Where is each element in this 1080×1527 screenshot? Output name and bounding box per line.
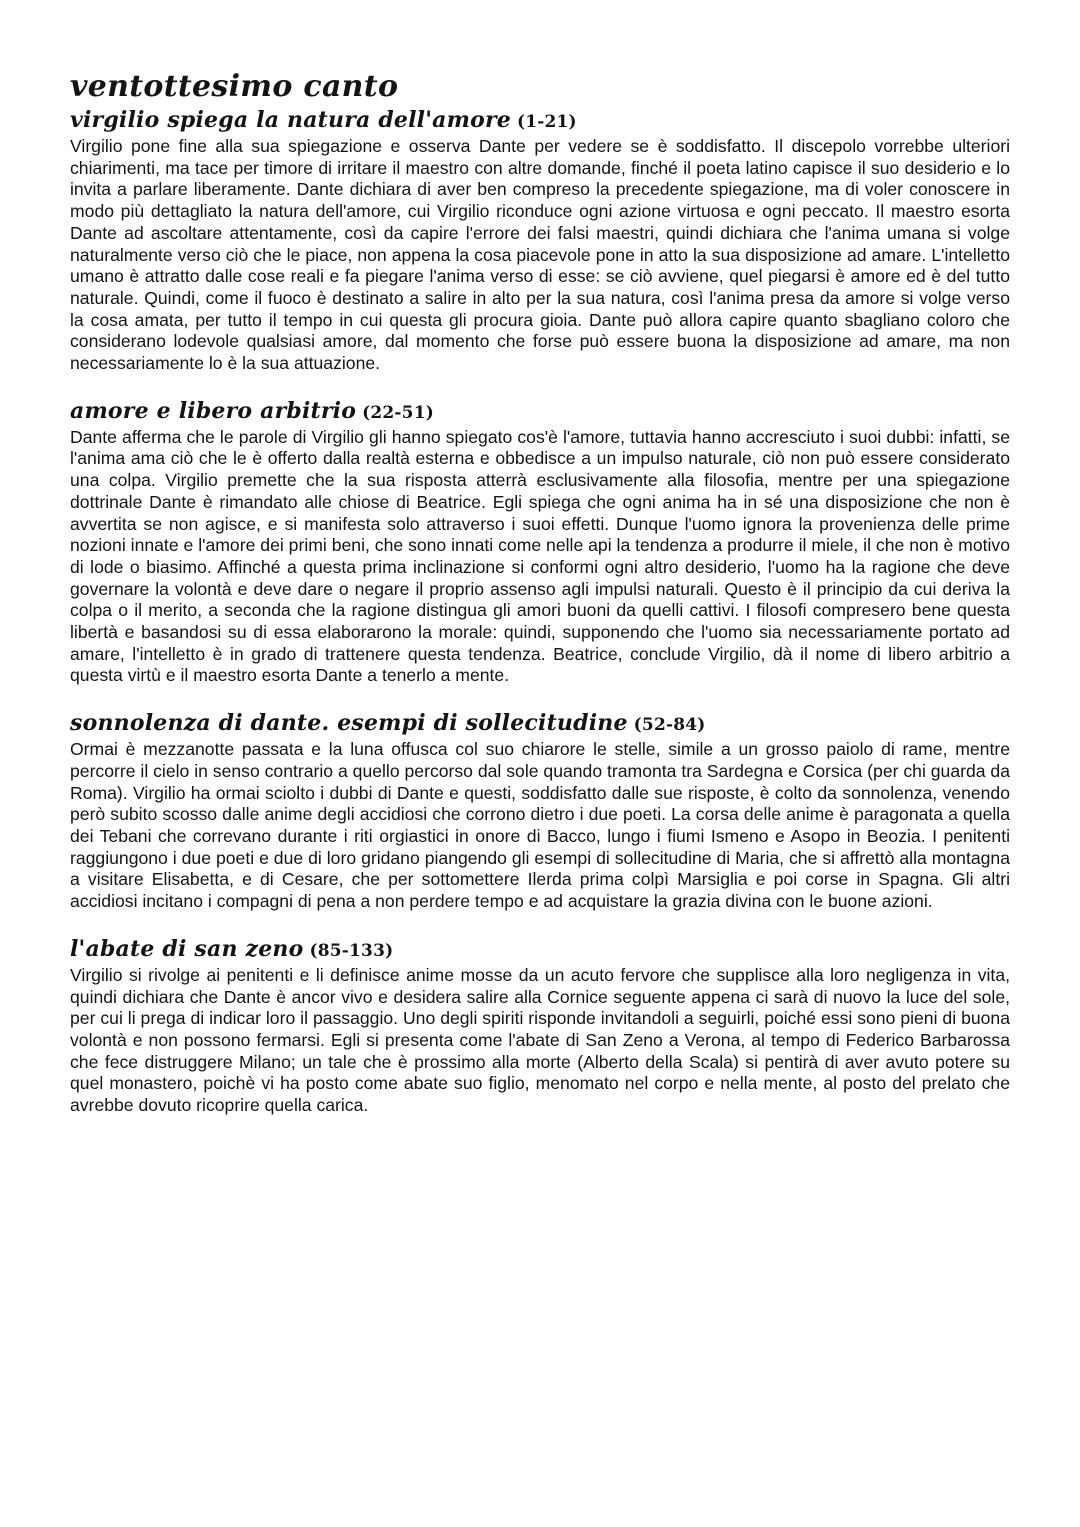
section-body: Dante afferma che le parole di Virgilio gli hanno spiegato cos'è l'amore, tuttavia hanno accresciuto i suoi dubbi: infatti, se l'anima ama ciò che le è offerto dalla realtà esterna e obbedisce a un impulso naturale, ciò non può essere considerato una colpa. Virgilio premette che la sua risposta atterrà esclusivamente alla filosofia, mentre per una spiegazione dottrinale Dante è rimandato alle chiose di Beatrice. Egli spiega che ogni anima ha in sé una disposizione che non è avvertita se non agisce, e si manifesta solo attraverso i suoi effetti. Dunque l'uomo ignora la provenienza delle prime nozioni innate e l'amore dei primi beni, che sono innati come nelle api la tendenza a produrre il miele, il che non è motivo di lode o biasimo. Affinché a questa prima inclinazione si conformi ogni altro desiderio, l'uomo ha la ragione che deve governare la volontà e deve dare o negare il proprio assenso agli impulsi naturali. Questo è il principio da cui deriva la colpa o il merito, a seconda che la ragione distingua gli amori buoni da quelli cattivi. I filosofi compresero bene questa libertà e basandosi su di essa elaborarono la morale: quindi, supponendo che l'uomo sia necessariamente portato ad amare, l'intelletto è in grado di trattenere questa tendenza. Beatrice, conclude Virgilio, dà il nome di libero arbitrio a questa virtù e il maestro esorta Dante a tenerlo a mente.	[70, 426, 1010, 686]
section-amore-libero-arbitrio	[70, 397, 1010, 687]
section-virgilio-spiega	[70, 106, 1010, 375]
section-spacer	[70, 687, 1010, 709]
section-heading	[70, 935, 1010, 965]
section-heading-text: amore e libero arbitrio	[70, 397, 357, 424]
section-body: Virgilio si rivolge ai penitenti e li definisce anime mosse da un acuto fervore che supplisce alla loro negligenza in vita, quindi dichiara che Dante è ancor vivo e desidera salire alla Cornice seguente appena ci sarà di nuovo la luce del sole, per cui li prega di indicar loro il passaggio. Uno degli spiriti risponde invitandoli a seguirli, poiché essi sono pieni di buona volontà e non possono fermarsi. Egli si presenta come l'abate di San Zeno a Verona, al tempo di Federico Barbarossa che fece distruggere Milano; un tale che è prossimo alla morte (Alberto della Scala) si pentirà di aver avuto potere su quel monastero, poichè vi ha posto come abate suo figlio, menomato nel corpo e nella mente, al posto del prelato che avrebbe dovuto ricoprire quella carica.	[70, 964, 1010, 1116]
document-page	[70, 70, 1010, 1117]
section-spacer	[70, 375, 1010, 397]
document-title: ventottesimo canto	[70, 69, 399, 104]
section-heading-text: virgilio spiega la natura dell'amore	[70, 107, 511, 133]
section-heading-text: l'abate di san zeno	[70, 935, 304, 962]
section-body: Ormai è mezzanotte passata e la luna offusca col suo chiarore le stelle, simile a un grosso paiolo di rame, mentre percorre il cielo in senso contrario a quello percorso dal sole quando tramonta tra Sardegna e Corsica (per chi guarda da Roma). Virgilio ha ormai sciolto i dubbi di Dante e questi, soddisfatto dalle sue risposte, è colto da sonnolenza, venendo però subito scosso dalle anime degli accidiosi che corrono dietro i due poeti. La corsa delle anime è paragonata a quella dei Tebani che correvano durante i riti orgiastici in onore di Bacco, lungo i fiumi Ismeno e Asopo in Beozia. I penitenti raggiungono i due poeti e due di loro gridano piangendo gli esempi di sollecitudine di Maria, che si affrettò alla montagna a visitare Elisabetta, e di Cesare, che per sottomettere Ilerda prima colpì Marsiglia e poi corse in Spagna. Gli altri accidiosi incitano i compagni di pena a non perdere tempo e ad acquistare la grazia divina con le buone azioni.	[70, 739, 1010, 912]
verse-range: (52-84)	[633, 715, 706, 736]
section-sonnolenza-di-dante	[70, 709, 1010, 913]
section-abate-san-zeno	[70, 935, 1010, 1117]
section-body: Virgilio pone fine alla sua spiegazione e osserva Dante per vedere se è soddisfatto. Il discepolo vorrebbe ulteriori chiarimenti, ma tace per timore di irritare il maestro con altre domande, finché il poeta latino capisce il suo desiderio e lo invita a parlare liberamente. Dante dichiara di aver ben compreso la precedente spiegazione, ma di voler conoscere in modo più dettagliato la natura dell'amore, cui Virgilio riconduce ogni azione virtuosa e ogni peccato. Il maestro esorta Dante ad ascoltare attentamente, così da capire l'errore dei falsi maestri, quindi dichiara che l'anima umana si volge naturalmente verso ciò che le piace, non appena la cosa piacevole pone in atto la sua disposizione ad amare. L'intelletto umano è attratto dalle cose reali e fa piegare l'anima verso di esse: se ciò avviene, quel piegarsi è amore ed è del tutto naturale. Quindi, come il fuoco è destinato a salire in alto per la sua natura, così l'anima presa da amore si volge verso la cosa amata, per tutto il tempo in cui questa gli procura gioia. Dante può allora capire quanto sbagliano coloro che considerano lodevole qualsiasi amore, dal momento che forse può essere buona la disposizione ad amare, ma non necessariamente lo è la sua attuazione.	[70, 136, 1010, 374]
verse-range: (22-51)	[362, 402, 434, 423]
verse-range: (85-133)	[309, 940, 394, 961]
section-spacer	[70, 913, 1010, 935]
section-heading	[70, 397, 1010, 427]
section-heading	[70, 709, 1010, 739]
section-heading	[70, 106, 1010, 136]
verse-range: (1-21)	[516, 112, 577, 132]
section-heading-text: sonnolenza di dante. esempi di sollecitudine	[70, 710, 628, 737]
